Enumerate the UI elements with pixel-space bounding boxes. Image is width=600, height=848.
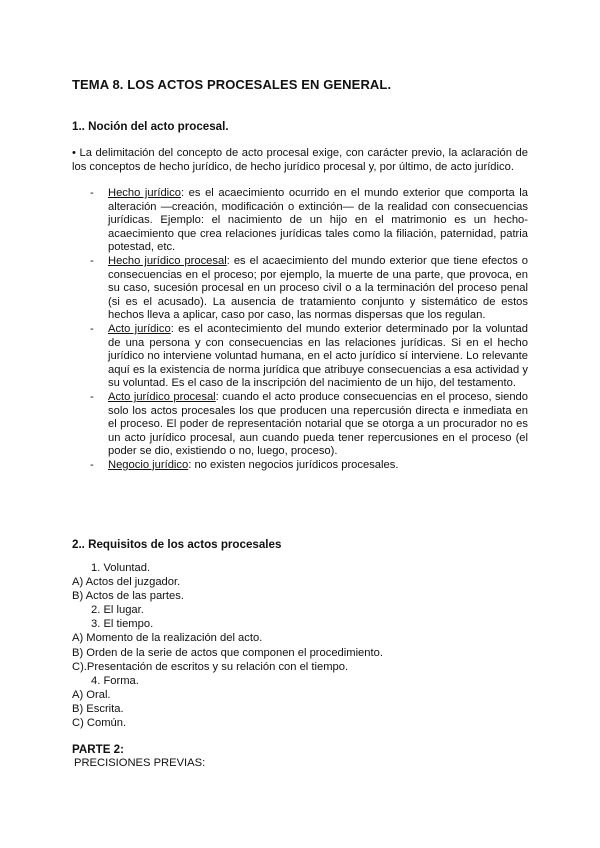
requirement-sub-item: A) Oral. bbox=[72, 688, 111, 701]
definition-text: : es el acaecimiento ocurrido en el mundo exterior que comporta la alteración —creación, modificación o extinción— de la realidad con consecuencias jurídicas. Ejemplo: el nacimiento de un hijo en el matrimonio es un hecho-acaecimiento que crea relaciones jurídicas tales como la filiación, paternidad, patria potestad, etc. bbox=[108, 187, 528, 254]
section-2-heading: 2.. Requisitos de los actos procesales bbox=[72, 538, 282, 551]
requirement-sub-item: B) Orden de la serie de actos que componen el procedimiento. bbox=[72, 646, 383, 659]
requirement-sub-item: B) Escrita. bbox=[72, 702, 124, 715]
part-2-heading: PARTE 2: bbox=[72, 743, 124, 756]
section-1-intro: • La delimitación del concepto de acto procesal exige, con carácter previo, la aclaración de los conceptos de hecho jurídico, de hecho jurídico procesal y, por último, de acto jurídico. bbox=[72, 147, 528, 174]
definition-text: : no existen negocios jurídicos procesales. bbox=[188, 458, 399, 471]
definition-text: : es el acaecimiento del mundo exterior que tiene efectos o consecuencias en el proceso; por ejemplo, la muerte de una parte, que provoca, en su caso, sucesión procesal en un proceso civil o a la terminación del proceso penal (si es el acusado). La ausencia de tratamiento conjunto y sistemático de estos hechos lleva a aplicar, caso por caso, las normas dispersas que los regulan. bbox=[108, 254, 529, 322]
requirement-numbered-item: 2. El lugar. bbox=[91, 604, 144, 617]
requirement-sub-item: B) Actos de las partes. bbox=[72, 590, 184, 603]
definition-item: - Hecho jurídico procesal: es el acaecimiento del mundo exterior que tiene efectos o consecuencias en el proceso; por ejemplo, la muerte de una parte, que provoca, en su caso, sucesión procesal en un proceso civil o a la terminación del proceso penal (si es el acusado). La ausencia de tratamiento conjunto y sistemático de estos hechos lleva a aplicar, caso por caso, las normas dispersas que los regulan. bbox=[90, 254, 529, 322]
definition-item: - Negocio jurídico: no existen negocios jurídicos procesales. bbox=[90, 458, 399, 471]
requirement-sub-item: A) Actos del juzgador. bbox=[72, 576, 181, 589]
definition-term: Hecho jurídico procesal bbox=[108, 254, 227, 267]
definition-term: Hecho jurídico bbox=[108, 187, 181, 199]
definition-term: Acto jurídico procesal bbox=[108, 390, 216, 403]
part-2-subheading: PRECISIONES PREVIAS: bbox=[74, 757, 206, 769]
definition-text: : cuando el acto produce consecuencias en el proceso, siendo solo los actos procesales los que producen una repercusión directa e inmediata en el proceso. El poder de representación notarial que se otorga a un procurador no es un acto jurídico procesal, aun cuando pueda tener repercusiones en el proceso (el poder se dio, existiendo o no, luego, proceso). bbox=[108, 390, 528, 458]
section-1-heading: 1.. Noción del acto procesal. bbox=[72, 120, 229, 133]
requirement-sub-item: C) Común. bbox=[72, 717, 127, 730]
requirement-sub-item: C).Presentación de escritos y su relación con el tiempo. bbox=[72, 660, 349, 673]
definitions-list bbox=[90, 187, 528, 472]
requirement-numbered-item: 1. Voluntad. bbox=[91, 562, 151, 574]
definition-term: Acto jurídico bbox=[108, 322, 171, 335]
definition-item: - Acto jurídico procesal: cuando el acto produce consecuencias en el proceso, siendo solo los actos procesales los que producen una repercusión directa e inmediata en el proceso. El poder de representación notarial que se otorga a un procurador no es un acto jurídico procesal, aun cuando pueda tener repercusiones en el proceso (el poder se dio, existiendo o no, luego, proceso). bbox=[90, 390, 528, 458]
requirement-sub-item: A) Momento de la realización del acto. bbox=[72, 632, 263, 645]
definition-term: Negocio jurídico bbox=[108, 458, 189, 471]
requirement-numbered-item: 4. Forma. bbox=[91, 674, 139, 687]
document-title: TEMA 8. LOS ACTOS PROCESALES EN GENERAL. bbox=[72, 77, 392, 92]
definition-item: - Acto jurídico: es el acontecimiento del mundo exterior determinado por la voluntad de una persona y con consecuencias en las relaciones jurídicas. Si en el hecho jurídico no interviene voluntad humana, en el acto jurídico sí interviene. Lo relevante aquí es la existencia de norma jurídica que atribuye consecuencias a esa actividad y su voluntad. Es el caso de la inscripción del nacimiento de un hijo, del testamento. bbox=[90, 322, 528, 390]
definition-item: - Hecho jurídico: es el acaecimiento ocurrido en el mundo exterior que comporta la alteración —creación, modificación o extinción— de la realidad con consecuencias jurídicas. Ejemplo: el nacimiento de un hijo en el matrimonio es un hecho-acaecimiento que crea relaciones jurídicas tales como la filiación, paternidad, patria potestad, etc. bbox=[90, 187, 528, 254]
requirement-numbered-item: 3. El tiempo. bbox=[91, 618, 154, 631]
requirements-list bbox=[72, 561, 528, 730]
definition-text: : es el acontecimiento del mundo exterior determinado por la voluntad de una persona y con consecuencias en las relaciones jurídicas. Si en el hecho jurídico no interviene voluntad humana, en el acto jurídico sí interviene. Lo relevante aquí es la existencia de norma jurídica que atribuye consecuencias a esa actividad y su voluntad. Es el caso de la inscripción del nacimiento de un hijo, del testamento. bbox=[108, 322, 528, 390]
